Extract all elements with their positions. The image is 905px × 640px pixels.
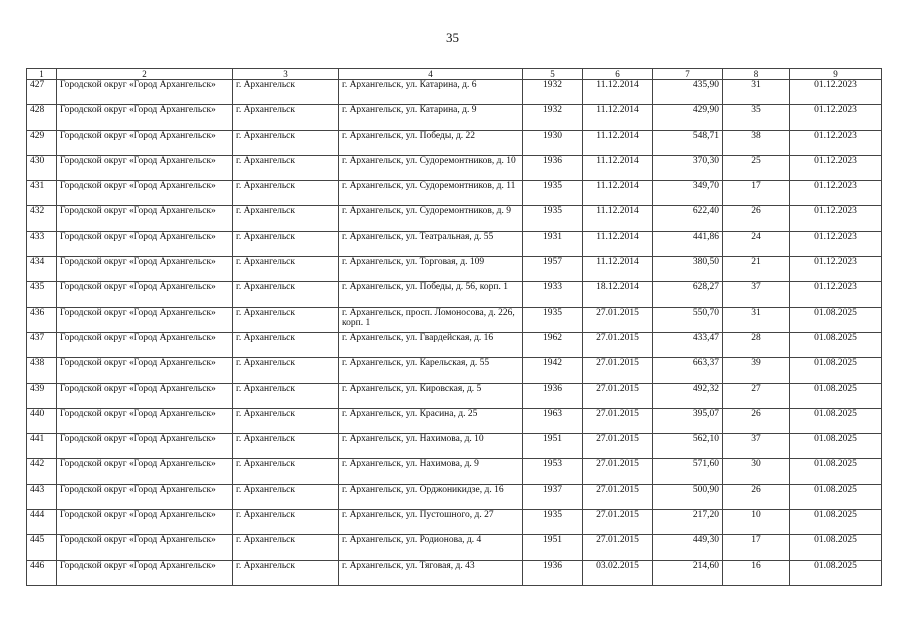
municipality-cell: Городской округ «Город Архангельск» — [57, 257, 233, 282]
area-cell: 500,90 — [653, 484, 723, 509]
date-cell: 27.01.2015 — [583, 408, 653, 433]
row-number-cell: 434 — [27, 257, 57, 282]
date-cell: 27.01.2015 — [583, 535, 653, 560]
year-cell: 1936 — [523, 560, 583, 585]
area-cell: 449,30 — [653, 535, 723, 560]
settlement-cell: г. Архангельск — [233, 358, 339, 383]
municipality-cell: Городской округ «Город Архангельск» — [57, 484, 233, 509]
row-number-cell: 439 — [27, 383, 57, 408]
table-header — [27, 69, 882, 80]
municipality-cell: Городской округ «Город Архангельск» — [57, 130, 233, 155]
year-cell: 1935 — [523, 307, 583, 332]
table-row — [27, 307, 882, 332]
count-cell: 35 — [723, 105, 790, 130]
deadline-cell: 01.08.2025 — [790, 459, 882, 484]
deadline-cell: 01.08.2025 — [790, 484, 882, 509]
row-number-cell: 438 — [27, 358, 57, 383]
address-cell: г. Архангельск, ул. Торговая, д. 109 — [339, 257, 523, 282]
municipality-cell: Городской округ «Город Архангельск» — [57, 80, 233, 105]
deadline-cell: 01.12.2023 — [790, 181, 882, 206]
address-cell: г. Архангельск, ул. Тяговая, д. 43 — [339, 560, 523, 585]
date-cell: 27.01.2015 — [583, 510, 653, 535]
date-cell: 27.01.2015 — [583, 358, 653, 383]
area-cell: 550,70 — [653, 307, 723, 332]
count-cell: 37 — [723, 282, 790, 307]
year-cell: 1935 — [523, 510, 583, 535]
header-row — [27, 69, 882, 80]
column-header-7: 7 — [653, 69, 723, 80]
settlement-cell: г. Архангельск — [233, 130, 339, 155]
municipality-cell: Городской округ «Город Архангельск» — [57, 434, 233, 459]
year-cell: 1942 — [523, 358, 583, 383]
row-number-cell: 441 — [27, 434, 57, 459]
area-cell: 622,40 — [653, 206, 723, 231]
year-cell: 1930 — [523, 130, 583, 155]
settlement-cell: г. Архангельск — [233, 332, 339, 357]
count-cell: 31 — [723, 80, 790, 105]
area-cell: 395,07 — [653, 408, 723, 433]
date-cell: 27.01.2015 — [583, 459, 653, 484]
year-cell: 1935 — [523, 181, 583, 206]
municipality-cell: Городской округ «Город Архангельск» — [57, 231, 233, 256]
table-body — [27, 80, 882, 586]
table-row — [27, 130, 882, 155]
year-cell: 1932 — [523, 105, 583, 130]
address-cell: г. Архангельск, ул. Орджоникидзе, д. 16 — [339, 484, 523, 509]
count-cell: 21 — [723, 257, 790, 282]
row-number-cell: 446 — [27, 560, 57, 585]
municipality-cell: Городской округ «Город Архангельск» — [57, 181, 233, 206]
settlement-cell: г. Архангельск — [233, 535, 339, 560]
table-row — [27, 181, 882, 206]
table-row — [27, 484, 882, 509]
count-cell: 24 — [723, 231, 790, 256]
settlement-cell: г. Архангельск — [233, 484, 339, 509]
deadline-cell: 01.08.2025 — [790, 510, 882, 535]
settlement-cell: г. Архангельск — [233, 155, 339, 180]
deadline-cell: 01.08.2025 — [790, 358, 882, 383]
date-cell: 27.01.2015 — [583, 434, 653, 459]
deadline-cell: 01.08.2025 — [790, 408, 882, 433]
address-cell: г. Архангельск, ул. Пустошного, д. 27 — [339, 510, 523, 535]
row-number-cell: 432 — [27, 206, 57, 231]
year-cell: 1963 — [523, 408, 583, 433]
year-cell: 1932 — [523, 80, 583, 105]
year-cell: 1953 — [523, 459, 583, 484]
deadline-cell: 01.08.2025 — [790, 434, 882, 459]
address-cell: г. Архангельск, ул. Карельская, д. 55 — [339, 358, 523, 383]
table-row — [27, 105, 882, 130]
deadline-cell: 01.08.2025 — [790, 307, 882, 332]
municipality-cell: Городской округ «Город Архангельск» — [57, 155, 233, 180]
settlement-cell: г. Архангельск — [233, 560, 339, 585]
date-cell: 18.12.2014 — [583, 282, 653, 307]
column-header-9: 9 — [790, 69, 882, 80]
area-cell: 370,30 — [653, 155, 723, 180]
deadline-cell: 01.12.2023 — [790, 282, 882, 307]
row-number-cell: 440 — [27, 408, 57, 433]
table-row — [27, 332, 882, 357]
count-cell: 26 — [723, 206, 790, 231]
row-number-cell: 437 — [27, 332, 57, 357]
year-cell: 1936 — [523, 155, 583, 180]
date-cell: 11.12.2014 — [583, 130, 653, 155]
registry-table — [26, 68, 882, 586]
municipality-cell: Городской округ «Город Архангельск» — [57, 105, 233, 130]
area-cell: 433,47 — [653, 332, 723, 357]
count-cell: 10 — [723, 510, 790, 535]
date-cell: 27.01.2015 — [583, 484, 653, 509]
table-row — [27, 434, 882, 459]
address-cell: г. Архангельск, ул. Нахимова, д. 10 — [339, 434, 523, 459]
area-cell: 628,27 — [653, 282, 723, 307]
deadline-cell: 01.12.2023 — [790, 231, 882, 256]
area-cell: 380,50 — [653, 257, 723, 282]
settlement-cell: г. Архангельск — [233, 206, 339, 231]
deadline-cell: 01.12.2023 — [790, 80, 882, 105]
address-cell: г. Архангельск, ул. Победы, д. 22 — [339, 130, 523, 155]
table-row — [27, 560, 882, 585]
year-cell: 1933 — [523, 282, 583, 307]
table-row — [27, 231, 882, 256]
year-cell: 1935 — [523, 206, 583, 231]
count-cell: 28 — [723, 332, 790, 357]
settlement-cell: г. Архангельск — [233, 231, 339, 256]
settlement-cell: г. Архангельск — [233, 408, 339, 433]
row-number-cell: 433 — [27, 231, 57, 256]
address-cell: г. Архангельск, ул. Судоремонтников, д. 9 — [339, 206, 523, 231]
settlement-cell: г. Архангельск — [233, 510, 339, 535]
row-number-cell: 444 — [27, 510, 57, 535]
address-cell: г. Архангельск, ул. Кировская, д. 5 — [339, 383, 523, 408]
table-row — [27, 408, 882, 433]
table-row — [27, 510, 882, 535]
municipality-cell: Городской округ «Город Архангельск» — [57, 408, 233, 433]
column-header-2: 2 — [57, 69, 233, 80]
row-number-cell: 445 — [27, 535, 57, 560]
count-cell: 17 — [723, 181, 790, 206]
date-cell: 27.01.2015 — [583, 332, 653, 357]
address-cell: г. Архангельск, ул. Катарина, д. 9 — [339, 105, 523, 130]
address-cell: г. Архангельск, ул. Театральная, д. 55 — [339, 231, 523, 256]
date-cell: 11.12.2014 — [583, 257, 653, 282]
municipality-cell: Городской округ «Город Архангельск» — [57, 383, 233, 408]
count-cell: 27 — [723, 383, 790, 408]
address-cell: г. Архангельск, ул. Катарина, д. 6 — [339, 80, 523, 105]
table-row — [27, 358, 882, 383]
table-row — [27, 459, 882, 484]
count-cell: 37 — [723, 434, 790, 459]
count-cell: 17 — [723, 535, 790, 560]
row-number-cell: 430 — [27, 155, 57, 180]
row-number-cell: 436 — [27, 307, 57, 332]
deadline-cell: 01.12.2023 — [790, 257, 882, 282]
row-number-cell: 431 — [27, 181, 57, 206]
address-cell: г. Архангельск, ул. Судоремонтников, д. 11 — [339, 181, 523, 206]
municipality-cell: Городской округ «Город Архангельск» — [57, 560, 233, 585]
row-number-cell: 429 — [27, 130, 57, 155]
settlement-cell: г. Архангельск — [233, 181, 339, 206]
table-row — [27, 535, 882, 560]
municipality-cell: Городской округ «Город Архангельск» — [57, 206, 233, 231]
year-cell: 1931 — [523, 231, 583, 256]
date-cell: 11.12.2014 — [583, 231, 653, 256]
area-cell: 214,60 — [653, 560, 723, 585]
area-cell: 562,10 — [653, 434, 723, 459]
table-row — [27, 155, 882, 180]
year-cell: 1962 — [523, 332, 583, 357]
count-cell: 25 — [723, 155, 790, 180]
column-header-1: 1 — [27, 69, 57, 80]
date-cell: 11.12.2014 — [583, 155, 653, 180]
area-cell: 492,32 — [653, 383, 723, 408]
table-row — [27, 383, 882, 408]
deadline-cell: 01.08.2025 — [790, 383, 882, 408]
deadline-cell: 01.12.2023 — [790, 130, 882, 155]
count-cell: 39 — [723, 358, 790, 383]
settlement-cell: г. Архангельск — [233, 383, 339, 408]
year-cell: 1951 — [523, 434, 583, 459]
year-cell: 1951 — [523, 535, 583, 560]
municipality-cell: Городской округ «Город Архангельск» — [57, 282, 233, 307]
row-number-cell: 443 — [27, 484, 57, 509]
settlement-cell: г. Архангельск — [233, 307, 339, 332]
municipality-cell: Городской округ «Город Архангельск» — [57, 510, 233, 535]
address-cell: г. Архангельск, ул. Победы, д. 56, корп. 1 — [339, 282, 523, 307]
address-cell: г. Архангельск, ул. Родионова, д. 4 — [339, 535, 523, 560]
municipality-cell: Городской округ «Город Архангельск» — [57, 332, 233, 357]
date-cell: 11.12.2014 — [583, 80, 653, 105]
column-header-3: 3 — [233, 69, 339, 80]
address-cell: г. Архангельск, ул. Судоремонтников, д. 10 — [339, 155, 523, 180]
row-number-cell: 428 — [27, 105, 57, 130]
count-cell: 16 — [723, 560, 790, 585]
area-cell: 571,60 — [653, 459, 723, 484]
column-header-8: 8 — [723, 69, 790, 80]
municipality-cell: Городской округ «Город Архангельск» — [57, 535, 233, 560]
table-row — [27, 206, 882, 231]
count-cell: 38 — [723, 130, 790, 155]
date-cell: 03.02.2015 — [583, 560, 653, 585]
settlement-cell: г. Архангельск — [233, 434, 339, 459]
count-cell: 31 — [723, 307, 790, 332]
row-number-cell: 427 — [27, 80, 57, 105]
row-number-cell: 442 — [27, 459, 57, 484]
address-cell: г. Архангельск, ул. Гвардейская, д. 16 — [339, 332, 523, 357]
row-number-cell: 435 — [27, 282, 57, 307]
area-cell: 429,90 — [653, 105, 723, 130]
year-cell: 1937 — [523, 484, 583, 509]
area-cell: 217,20 — [653, 510, 723, 535]
municipality-cell: Городской округ «Город Архангельск» — [57, 307, 233, 332]
deadline-cell: 01.08.2025 — [790, 560, 882, 585]
municipality-cell: Городской округ «Город Архангельск» — [57, 459, 233, 484]
deadline-cell: 01.08.2025 — [790, 332, 882, 357]
date-cell: 11.12.2014 — [583, 206, 653, 231]
column-header-4: 4 — [339, 69, 523, 80]
address-cell: г. Архангельск, ул. Красина, д. 25 — [339, 408, 523, 433]
area-cell: 441,86 — [653, 231, 723, 256]
count-cell: 30 — [723, 459, 790, 484]
date-cell: 11.12.2014 — [583, 105, 653, 130]
settlement-cell: г. Архангельск — [233, 105, 339, 130]
date-cell: 27.01.2015 — [583, 383, 653, 408]
area-cell: 663,37 — [653, 358, 723, 383]
count-cell: 26 — [723, 408, 790, 433]
table-row — [27, 257, 882, 282]
settlement-cell: г. Архангельск — [233, 282, 339, 307]
count-cell: 26 — [723, 484, 790, 509]
date-cell: 27.01.2015 — [583, 307, 653, 332]
deadline-cell: 01.12.2023 — [790, 105, 882, 130]
area-cell: 548,71 — [653, 130, 723, 155]
year-cell: 1957 — [523, 257, 583, 282]
table-row — [27, 80, 882, 105]
address-cell: г. Архангельск, просп. Ломоносова, д. 226, корп. 1 — [339, 307, 523, 332]
settlement-cell: г. Архангельск — [233, 80, 339, 105]
page-number: 35 — [446, 30, 459, 45]
deadline-cell: 01.12.2023 — [790, 206, 882, 231]
area-cell: 349,70 — [653, 181, 723, 206]
address-cell: г. Архангельск, ул. Нахимова, д. 9 — [339, 459, 523, 484]
column-header-6: 6 — [583, 69, 653, 80]
deadline-cell: 01.12.2023 — [790, 155, 882, 180]
settlement-cell: г. Архангельск — [233, 459, 339, 484]
column-header-5: 5 — [523, 69, 583, 80]
table-row — [27, 282, 882, 307]
deadline-cell: 01.08.2025 — [790, 535, 882, 560]
municipality-cell: Городской округ «Город Архангельск» — [57, 358, 233, 383]
area-cell: 435,90 — [653, 80, 723, 105]
settlement-cell: г. Архангельск — [233, 257, 339, 282]
year-cell: 1936 — [523, 383, 583, 408]
date-cell: 11.12.2014 — [583, 181, 653, 206]
